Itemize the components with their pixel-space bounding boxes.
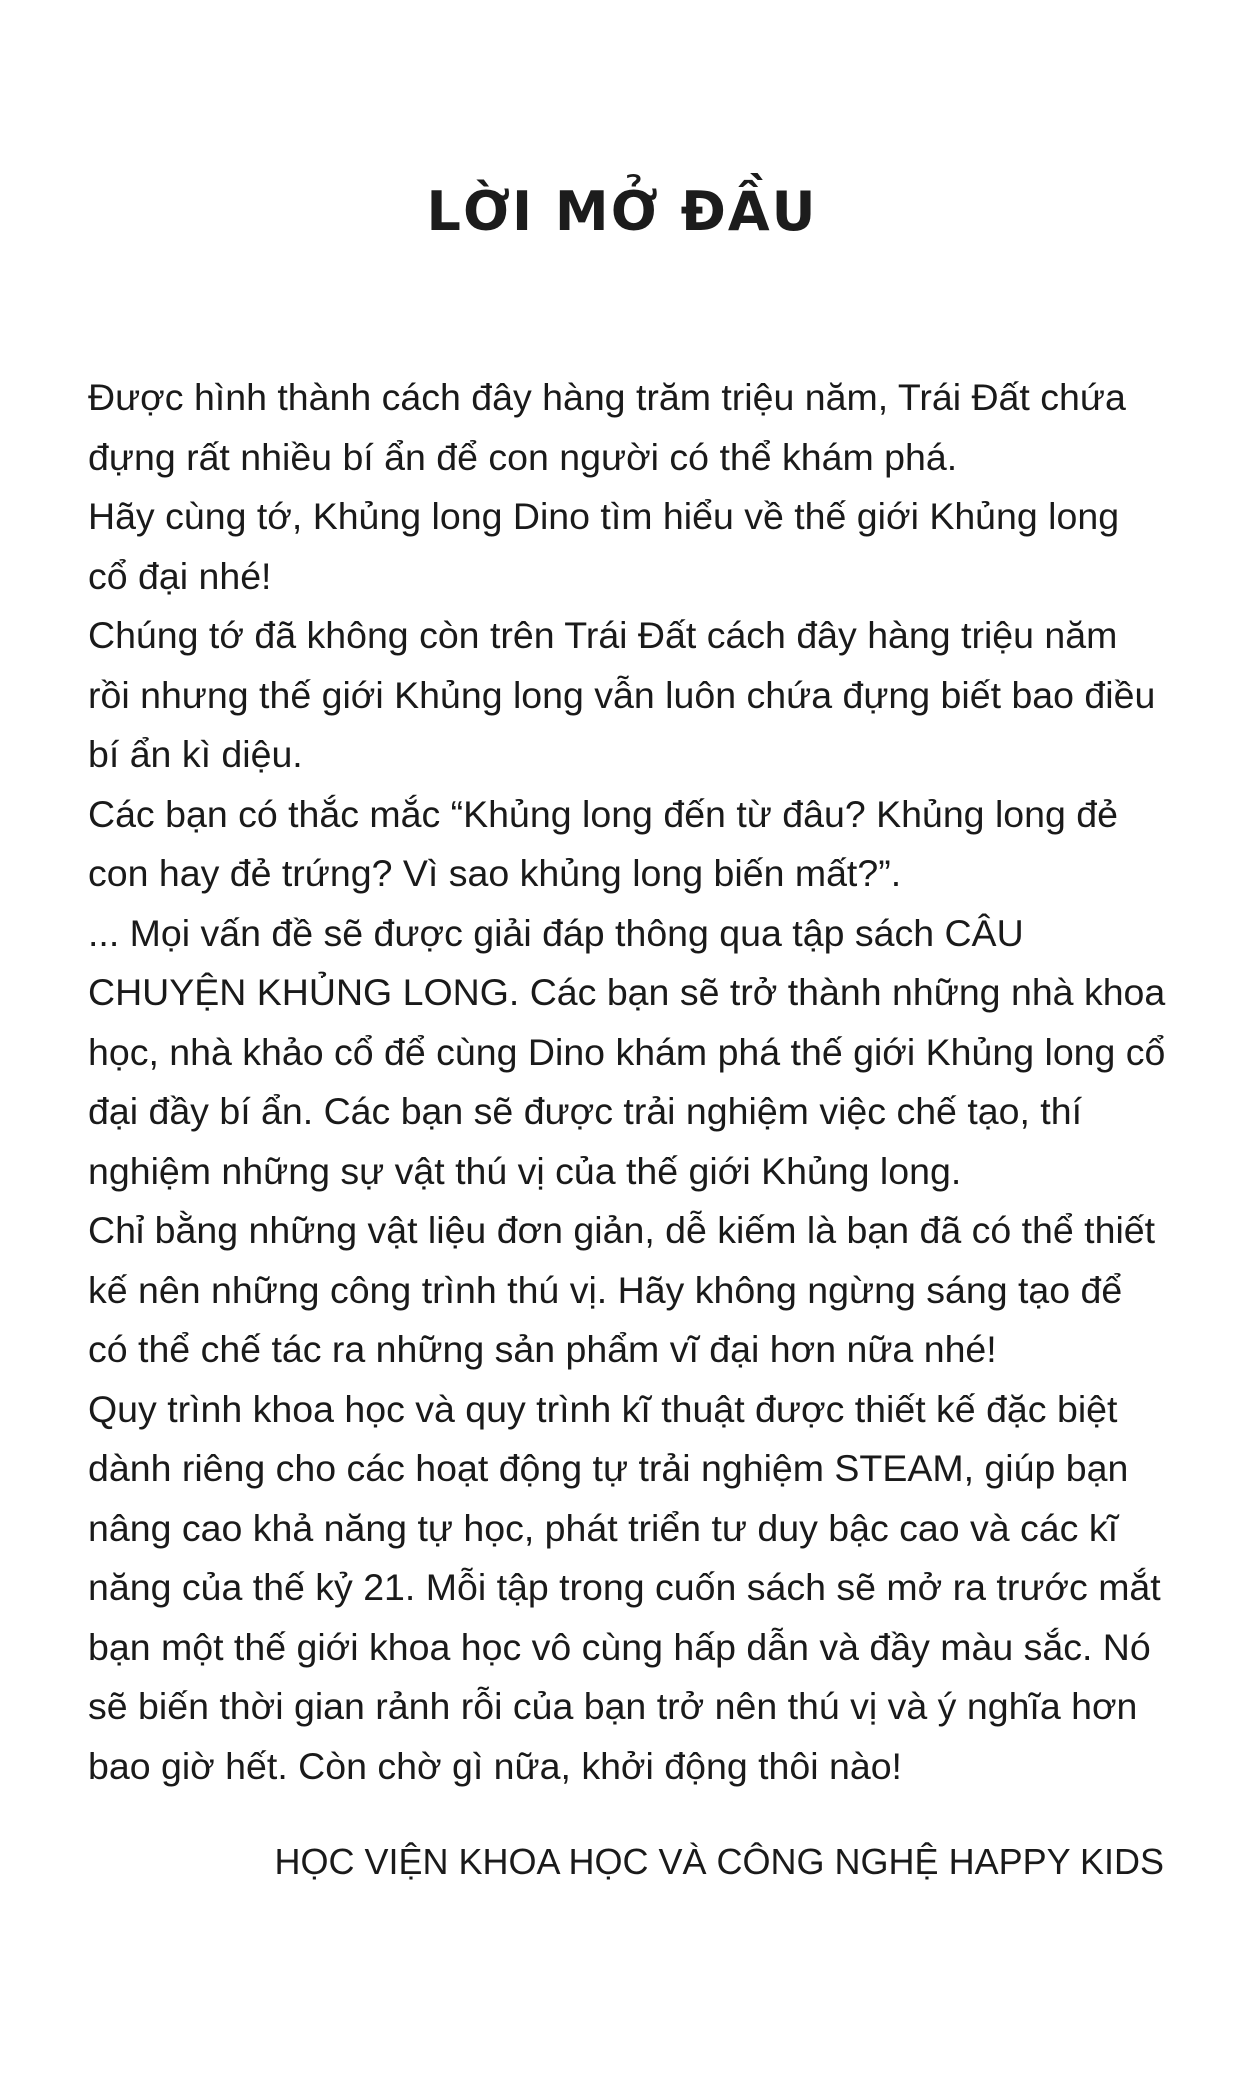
paragraph-6: Chỉ bằng những vật liệu đơn giản, dễ kiếm là bạn đã có thể thiết kế nên những công trình thú vị. Hãy không ngừng sáng tạo để có thể chế tác ra những sản phẩm vĩ đại hơn nữa nhé! bbox=[88, 1209, 1156, 1370]
paragraph-3: Chúng tớ đã không còn trên Trái Đất cách đây hàng triệu năm rồi nhưng thế giới Khủng long vẫn luôn chứa đựng biết bao điều bí ẩn kì diệu. bbox=[88, 614, 1156, 775]
signature: HỌC VIỆN KHOA HỌC VÀ CÔNG NGHỆ HAPPY KIDS bbox=[274, 1841, 1164, 1882]
paragraph-2: Hãy cùng tớ, Khủng long Dino tìm hiểu về thế giới Khủng long cổ đại nhé! bbox=[88, 495, 1120, 597]
preface-body bbox=[88, 368, 1168, 1796]
paragraph-7: Quy trình khoa học và quy trình kĩ thuật được thiết kế đặc biệt dành riêng cho các hoạt động tự trải nghiệm STEAM, giúp bạn nâng cao khả năng tự học, phát triển tư duy bậc cao và các kĩ năng của thế kỷ 21. Mỗi tập trong cuốn sách sẽ mở ra trước mắt bạn một thế giới khoa học vô cùng hấp dẫn và đầy màu sắc. Nó sẽ biến thời gian rảnh rỗi của bạn trở nên thú vị và ý nghĩa hơn bao giờ hết. Còn chờ gì nữa, khởi động thôi nào! bbox=[88, 1387, 1161, 1787]
paragraph-1: Được hình thành cách đây hàng trăm triệu năm, Trái Đất chứa đựng rất nhiều bí ẩn để con người có thể khám phá. bbox=[88, 376, 1126, 478]
paragraph-4: Các bạn có thắc mắc “Khủng long đến từ đâu? Khủng long đẻ con hay đẻ trứng? Vì sao khủng long biến mất?”. bbox=[88, 792, 1118, 894]
paragraph-5: ... Mọi vấn đề sẽ được giải đáp thông qua tập sách CÂU CHUYỆN KHỦNG LONG. Các bạn sẽ trở thành những nhà khoa học, nhà khảo cổ để cùng Dino khám phá thế giới Khủng long cổ đại đầy bí ẩn. Các bạn sẽ được trải nghiệm việc chế tạo, thí nghiệm những sự vật thú vị của thế giới Khủng long. bbox=[88, 911, 1166, 1192]
page-title: LỜI MỞ ĐẦU bbox=[426, 180, 818, 243]
